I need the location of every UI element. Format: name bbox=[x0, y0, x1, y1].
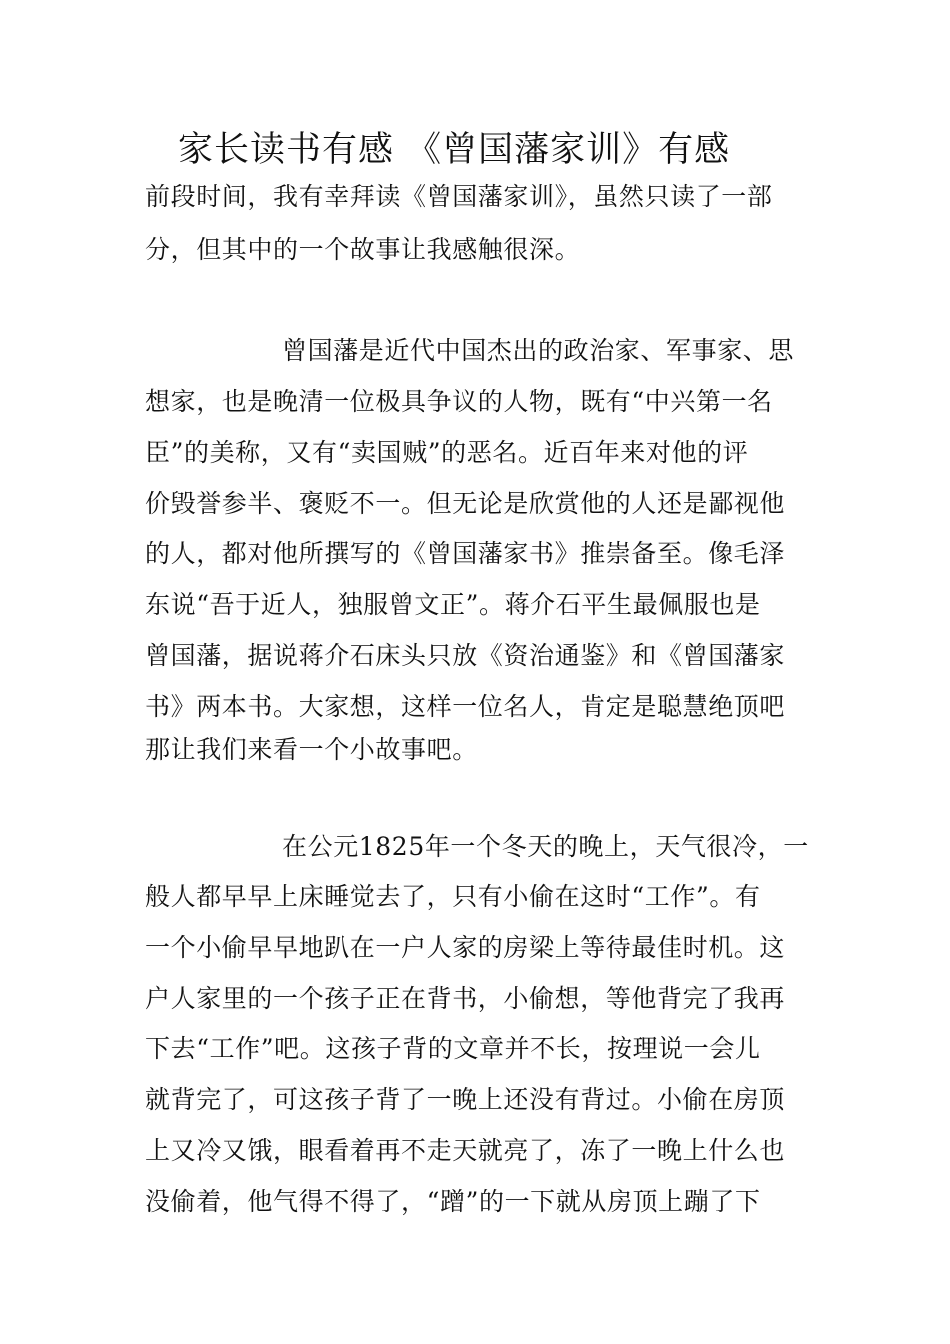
paragraph-2-line-9: 那让我们来看一个小故事吧。 bbox=[145, 735, 478, 764]
paragraph-1-line-1: 前段时间，我有幸拜读《曾国藩家训》，虽然只读了一部 bbox=[145, 182, 773, 211]
paragraph-2-line-1: 曾国藩是近代中国杰出的政治家、军事家、思 bbox=[282, 336, 795, 365]
paragraph-3-line-5: 下去“工作”吧。这孩子背的文章并不长，按理说一会儿 bbox=[145, 1034, 761, 1063]
paragraph-3-line-6: 就背完了，可这孩子背了一晚上还没有背过。小偷在房顶 bbox=[145, 1085, 786, 1114]
paragraph-2-line-2: 想家，也是晚清一位极具争议的人物，既有“中兴第一名 bbox=[145, 387, 773, 416]
paragraph-3-line-8: 没偷着，他气得不得了，“蹭”的一下就从房顶上蹦了下 bbox=[145, 1187, 761, 1216]
paragraph-3-line-7: 上又冷又饿，眼看着再不走天就亮了，冻了一晚上什么也 bbox=[145, 1136, 786, 1165]
paragraph-2-line-3: 臣”的美称，又有“卖国贼”的恶名。近百年来对他的评 bbox=[145, 438, 749, 467]
paragraph-3-line-3: 一个小偷早早地趴在一户人家的房梁上等待最佳时机。这 bbox=[145, 933, 786, 962]
paragraph-2-line-7: 曾国藩，据说蒋介石床头只放《资治通鉴》和《曾国藩家 bbox=[145, 641, 786, 670]
paragraph-2-line-5: 的人，都对他所撰写的《曾国藩家书》推崇备至。像毛泽 bbox=[145, 539, 786, 568]
paragraph-3-line-4: 户人家里的一个孩子正在背书，小偷想，等他背完了我再 bbox=[145, 984, 786, 1013]
paragraph-3-line-2: 般人都早早上床睡觉去了，只有小偷在这时“工作”。有 bbox=[145, 882, 761, 911]
paragraph-2-line-6: 东说“吾于近人，独服曾文正”。蒋介石平生最佩服也是 bbox=[145, 590, 761, 619]
paragraph-1-line-2: 分，但其中的一个故事让我感触很深。 bbox=[145, 235, 581, 264]
paragraph-2-line-8: 书》两本书。大家想，这样一位名人，肯定是聪慧绝顶吧 bbox=[145, 692, 786, 721]
document-title: 家长读书有感 《曾国藩家训》有感 bbox=[178, 130, 731, 170]
paragraph-3-line-1: 在公元1825年一个冬天的晚上，天气很冷，一 bbox=[282, 832, 809, 861]
paragraph-2-line-4: 价毁誉参半、褒贬不一。但无论是欣赏他的人还是鄙视他 bbox=[145, 489, 786, 518]
